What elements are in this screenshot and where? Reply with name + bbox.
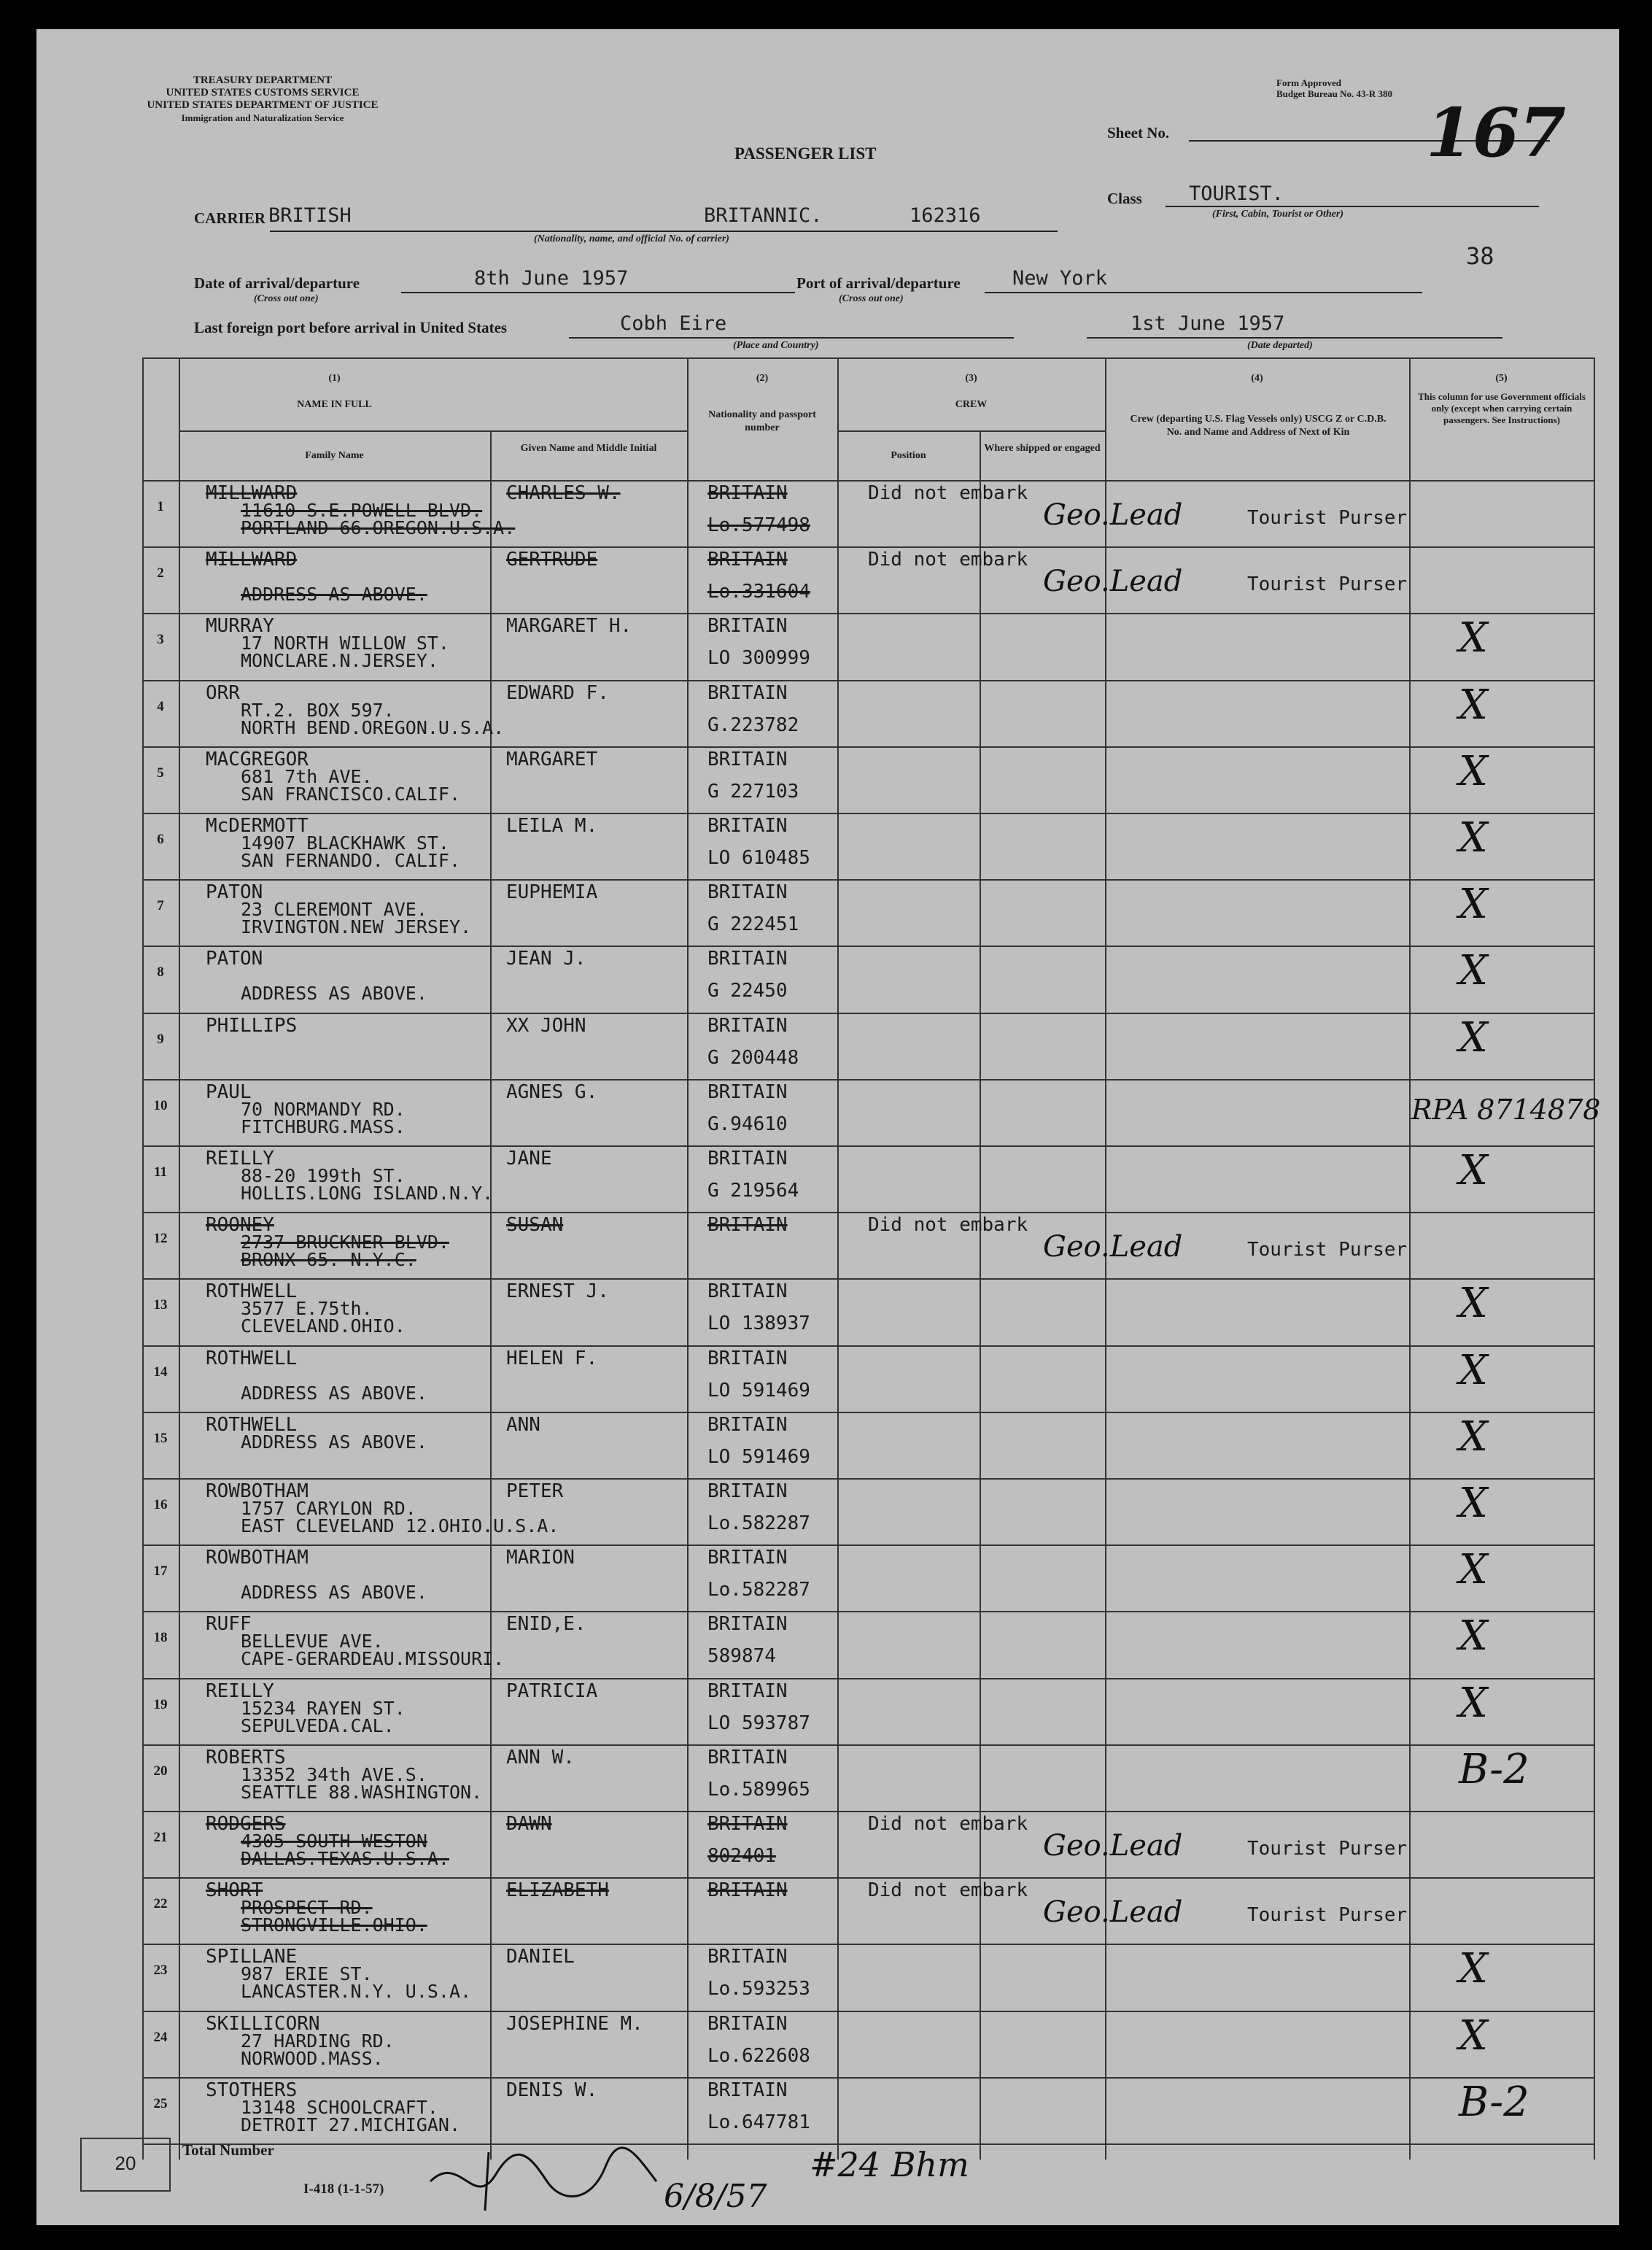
address-line-1: 15234 RAYEN ST. xyxy=(241,1697,406,1719)
table-row xyxy=(36,746,1619,813)
address-line-2: EAST CLEVELAND 12.OHIO.U.S.A. xyxy=(241,1515,559,1536)
table-row xyxy=(36,813,1619,879)
agency-line-2: UNITED STATES CUSTOMS SERVICE xyxy=(166,87,360,98)
passport-number: 802401 xyxy=(707,1845,776,1867)
family-name: MILLWARD xyxy=(206,482,298,504)
col4-number: (4) xyxy=(1251,373,1263,384)
port-hint: (Cross out one) xyxy=(839,293,904,304)
given-name: JOSEPHINE M. xyxy=(506,2012,643,2035)
port-underline xyxy=(985,292,1422,293)
address-line-2: SAN FERNANDO. CALIF. xyxy=(241,850,461,871)
col-given-name: Given Name and Middle Initial xyxy=(520,443,657,454)
passport-number: Lo.331604 xyxy=(707,581,810,603)
nationality: BRITAIN xyxy=(707,1413,788,1436)
col-family-name: Family Name xyxy=(305,450,364,461)
col3-title: CREW xyxy=(955,399,988,410)
nationality: BRITAIN xyxy=(707,1347,788,1369)
given-name: GERTRUDE xyxy=(506,549,598,571)
table-row xyxy=(36,1412,1619,1478)
form-number: I-418 (1-1-57) xyxy=(303,2181,384,2197)
address-line-2: BRONX 65. N.Y.C. xyxy=(241,1249,416,1271)
table-row xyxy=(36,1478,1619,1545)
table-row xyxy=(36,1079,1619,1145)
official-mark: X xyxy=(1459,1945,1488,1993)
carrier-owner: BRITISH xyxy=(268,204,352,227)
address-line-1: 4305 SOUTH WESTON xyxy=(241,1830,427,1852)
passport-number: Lo.582287 xyxy=(707,1512,810,1534)
family-name: ROONEY xyxy=(206,1214,274,1237)
col3-number: (3) xyxy=(965,373,977,384)
passport-number: LO 138937 xyxy=(707,1312,810,1335)
row-number: 17 xyxy=(153,1563,168,1580)
official-mark: X xyxy=(1459,947,1488,995)
official-mark: X xyxy=(1459,1480,1488,1527)
nationality: BRITAIN xyxy=(707,1879,788,1902)
family-name: SHORT xyxy=(206,1879,263,1902)
official-mark: X xyxy=(1459,1412,1488,1461)
given-name: DANIEL xyxy=(506,1946,575,1968)
budget-bureau: Budget Bureau No. 43-R 380 xyxy=(1276,88,1393,99)
address-line-2: IRVINGTON.NEW JERSEY. xyxy=(241,916,472,938)
row-number: 8 xyxy=(157,964,164,981)
given-name: DAWN xyxy=(506,1813,552,1835)
official-mark: B-2 xyxy=(1459,2078,1529,2126)
date-departed-hint: (Date departed) xyxy=(1247,340,1313,351)
address-line-1: 3577 E.75th. xyxy=(241,1298,373,1320)
port-value: New York xyxy=(1012,267,1108,290)
given-name: DENIS W. xyxy=(506,2079,598,2101)
address-line-1: 23 CLEREMONT AVE. xyxy=(241,899,427,921)
col-position: Position xyxy=(891,450,926,461)
family-name: ROTHWELL xyxy=(206,1347,298,1369)
nationality: BRITAIN xyxy=(707,681,788,704)
date-label: Date of arrival/departure xyxy=(194,274,360,292)
total-box-value: 20 xyxy=(115,2152,136,2174)
official-mark: RPA 8714878 xyxy=(1411,1093,1601,1126)
date-underline xyxy=(401,292,795,293)
row-number: 13 xyxy=(153,1297,168,1313)
family-name: ORR xyxy=(206,681,240,704)
table-row xyxy=(36,1611,1619,1677)
nationality: BRITAIN xyxy=(707,1946,788,1968)
nationality: BRITAIN xyxy=(707,1813,788,1835)
col5-title: This column for use Government officials only (except when carrying certain passengers. See Instructions) xyxy=(1418,391,1586,425)
nationality: BRITAIN xyxy=(707,2079,788,2101)
given-name: ENID,E. xyxy=(506,1613,586,1636)
nationality: BRITAIN xyxy=(707,1679,788,1702)
address-line-2: CAPE-GERARDEAU.MISSOURI. xyxy=(241,1648,505,1670)
inspector-note: #24 Bhm xyxy=(810,2145,969,2184)
given-name: MARION xyxy=(506,1547,575,1569)
address-line-2: NORWOOD.MASS. xyxy=(241,2047,384,2069)
given-name: EUPHEMIA xyxy=(506,881,598,904)
address-line-2: FITCHBURG.MASS. xyxy=(241,1116,406,1137)
carrier-number: 162316 xyxy=(910,204,981,227)
class-hint: (First, Cabin, Tourist or Other) xyxy=(1212,209,1343,220)
row-number: 7 xyxy=(157,898,164,914)
row-number: 12 xyxy=(153,1231,168,1247)
carrier-label: CARRIER xyxy=(194,209,266,227)
purser-signature: Geo.Lead xyxy=(1043,1230,1183,1264)
address-line-1: 681 7th AVE. xyxy=(241,765,373,787)
last-port-hint: (Place and Country) xyxy=(733,340,819,351)
address-line-2: DETROIT 27.MICHIGAN. xyxy=(241,2114,461,2135)
purser-signature: Geo.Lead xyxy=(1043,1895,1183,1930)
table-row xyxy=(36,1278,1619,1345)
table-row xyxy=(36,2077,1619,2143)
date-value: 8th June 1957 xyxy=(474,267,629,290)
crew-note: Did not embark xyxy=(868,1214,1028,1237)
family-name: RUFF xyxy=(206,1613,252,1636)
table-row xyxy=(36,1013,1619,1079)
family-name: PAUL xyxy=(206,1080,252,1103)
official-mark: X xyxy=(1459,881,1488,929)
purser-signature: Geo.Lead xyxy=(1043,565,1183,599)
official-mark: X xyxy=(1459,1679,1488,1727)
col1-number: (1) xyxy=(328,373,341,384)
given-name: SUSAN xyxy=(506,1214,564,1237)
official-mark: B-2 xyxy=(1459,1745,1529,1793)
given-name: MARGARET xyxy=(506,748,598,770)
purser-note: Tourist Purser xyxy=(1247,1239,1408,1261)
table-row xyxy=(36,1678,1619,1744)
passport-number: Lo.647781 xyxy=(707,2111,810,2133)
table-row xyxy=(36,1145,1619,1212)
address-line-1: 987 ERIE ST. xyxy=(241,1963,373,1985)
nationality: BRITAIN xyxy=(707,1148,788,1170)
address-line-2: LANCASTER.N.Y. U.S.A. xyxy=(241,1981,472,2003)
given-name: CHARLES W. xyxy=(506,482,621,504)
agency-line-3: UNITED STATES DEPARTMENT OF JUSTICE xyxy=(147,99,379,111)
table-row xyxy=(36,946,1619,1012)
agency-line-4: Immigration and Naturalization Service xyxy=(181,112,344,123)
nationality: BRITAIN xyxy=(707,615,788,638)
agency-block xyxy=(109,74,416,124)
col-where-shipped: Where shipped or engaged xyxy=(984,443,1101,454)
table-row xyxy=(36,1944,1619,2010)
row-number: 3 xyxy=(157,632,164,648)
address-line-2: ADDRESS AS ABOVE. xyxy=(241,584,427,606)
passport-number: Lo.582287 xyxy=(707,1579,810,1601)
passport-number: Lo.622608 xyxy=(707,2044,810,2067)
row-number: 11 xyxy=(154,1164,167,1180)
passport-number: Lo.577498 xyxy=(707,514,810,536)
passenger-list-sheet xyxy=(36,29,1619,2225)
official-mark: X xyxy=(1459,747,1488,795)
family-name: SPILLANE xyxy=(206,1946,298,1968)
address-line-2: SEATTLE 88.WASHINGTON. xyxy=(241,1781,483,1803)
row-number: 18 xyxy=(153,1630,168,1646)
family-name: MURRAY xyxy=(206,615,274,638)
table-row xyxy=(36,879,1619,946)
address-line-2: ADDRESS AS ABOVE. xyxy=(241,1382,427,1404)
table-top-border xyxy=(142,357,1594,359)
address-line-1: RT.2. BOX 597. xyxy=(241,699,395,721)
official-mark: X xyxy=(1459,681,1488,729)
row-number: 2 xyxy=(157,565,164,581)
given-name: ANN xyxy=(506,1413,540,1436)
passport-number: G 22450 xyxy=(707,980,788,1002)
given-name: MARGARET H. xyxy=(506,615,632,638)
official-mark: X xyxy=(1459,1147,1488,1194)
official-mark: X xyxy=(1459,2011,1488,2060)
table-row xyxy=(36,1212,1619,1278)
table-row xyxy=(36,546,1619,613)
given-name: JANE xyxy=(506,1148,552,1170)
passport-number: LO 610485 xyxy=(707,847,810,869)
inspection-date: 6/8/57 xyxy=(664,2178,767,2215)
row-number: 4 xyxy=(157,698,164,714)
nationality: BRITAIN xyxy=(707,1214,788,1237)
carrier-underline xyxy=(270,231,1058,232)
row-number: 22 xyxy=(153,1896,168,1912)
purser-note: Tourist Purser xyxy=(1247,1904,1408,1927)
purser-signature: Geo.Lead xyxy=(1043,1829,1183,1863)
address-line-2: SEPULVEDA.CAL. xyxy=(241,1714,395,1736)
address-line-1: 1757 CARYLON RD. xyxy=(241,1498,416,1519)
given-name: XX JOHN xyxy=(506,1014,586,1037)
official-mark: X xyxy=(1459,1612,1488,1661)
agency-line-1: TREASURY DEPARTMENT xyxy=(193,74,333,86)
official-mark: X xyxy=(1459,1546,1488,1594)
family-name: REILLY xyxy=(206,1148,274,1170)
official-mark: X xyxy=(1459,614,1488,662)
passport-number: 589874 xyxy=(707,1645,776,1668)
address-line-1: 13352 34th AVE.S. xyxy=(241,1763,427,1785)
purser-note: Tourist Purser xyxy=(1247,1838,1408,1860)
col1-title: NAME IN FULL xyxy=(297,399,372,410)
address-line-1: BELLEVUE AVE. xyxy=(241,1631,384,1652)
col2-number: (2) xyxy=(756,373,769,384)
passport-number: LO 593787 xyxy=(707,1712,810,1734)
address-line-1: 17 NORTH WILLOW ST. xyxy=(241,633,449,654)
row-number: 5 xyxy=(157,765,164,781)
nationality: BRITAIN xyxy=(707,815,788,837)
sheet-label: Sheet No. xyxy=(1107,124,1170,142)
table-row xyxy=(36,1545,1619,1611)
address-line-1: PROSPECT RD. xyxy=(241,1897,373,1919)
row-number: 15 xyxy=(153,1430,168,1446)
col5-number: (5) xyxy=(1495,373,1508,384)
purser-note: Tourist Purser xyxy=(1247,507,1408,529)
passport-number: LO 591469 xyxy=(707,1445,810,1468)
nationality: BRITAIN xyxy=(707,748,788,770)
passport-number: G.94610 xyxy=(707,1113,788,1135)
date-departed: 1st June 1957 xyxy=(1131,312,1285,335)
given-name: EDWARD F. xyxy=(506,681,609,704)
class-underline xyxy=(1166,206,1539,207)
given-name: JEAN J. xyxy=(506,948,586,970)
passport-number: G 227103 xyxy=(707,780,799,803)
table-row xyxy=(36,1811,1619,1877)
form-approved: Form Approved xyxy=(1276,77,1341,88)
nationality: BRITAIN xyxy=(707,1480,788,1502)
family-name: ROWBOTHAM xyxy=(206,1547,309,1569)
address-line-1: ADDRESS AS ABOVE. xyxy=(241,1431,427,1453)
passport-number: LO 300999 xyxy=(707,647,810,670)
family-name: RODGERS xyxy=(206,1813,286,1835)
given-name: ELIZABETH xyxy=(506,1879,609,1902)
date-departed-underline xyxy=(1087,337,1502,339)
address-line-1: 27 HARDING RD. xyxy=(241,2030,395,2052)
row-number: 24 xyxy=(153,2029,168,2045)
class-value: TOURIST. xyxy=(1189,182,1284,205)
crew-subhead-line xyxy=(837,430,1105,432)
address-line-2: NORTH BEND.OREGON.U.S.A. xyxy=(241,716,505,738)
family-name: PATON xyxy=(206,948,263,970)
nationality: BRITAIN xyxy=(707,549,788,571)
class-label: Class xyxy=(1107,190,1142,207)
family-name: ROTHWELL xyxy=(206,1413,298,1436)
address-line-2: ADDRESS AS ABOVE. xyxy=(241,983,427,1005)
table-row xyxy=(36,480,1619,546)
last-port-label: Last foreign port before arrival in United States xyxy=(194,319,508,336)
passport-number: Lo.589965 xyxy=(707,1778,810,1801)
total-number-label: Total Number xyxy=(182,2141,274,2159)
passport-number: LO 591469 xyxy=(707,1379,810,1402)
official-mark: X xyxy=(1459,1346,1488,1394)
family-name: REILLY xyxy=(206,1679,274,1702)
official-mark: X xyxy=(1459,814,1488,862)
given-name: HELEN F. xyxy=(506,1347,598,1369)
given-name: PETER xyxy=(506,1480,564,1502)
address-line-2: ADDRESS AS ABOVE. xyxy=(241,1582,427,1604)
nationality: BRITAIN xyxy=(707,1547,788,1569)
nationality: BRITAIN xyxy=(707,1014,788,1037)
total-box xyxy=(80,2138,171,2192)
family-name: PHILLIPS xyxy=(206,1014,298,1037)
row-number: 10 xyxy=(153,1097,168,1113)
table-row xyxy=(36,680,1619,746)
address-line-1: 14907 BLACKHAWK ST. xyxy=(241,832,449,854)
passport-number: G 200448 xyxy=(707,1046,799,1069)
family-name: MILLWARD xyxy=(206,549,298,571)
row-number: 1 xyxy=(157,499,164,514)
address-line-2: PORTLAND 66.OREGON.U.S.A. xyxy=(241,517,516,538)
address-line-1: 88-20 199th ST. xyxy=(241,1165,406,1186)
family-name: ROBERTS xyxy=(206,1746,286,1768)
carrier-name: BRITANNIC. xyxy=(704,204,823,227)
table-row xyxy=(36,2011,1619,2077)
crew-note: Did not embark xyxy=(868,549,1028,571)
family-name: SKILLICORN xyxy=(206,2012,320,2035)
col4-title: Crew (departing U.S. Flag Vessels only) USCG Z or C.D.B. No. and Name and Address of Next of Kin xyxy=(1130,414,1387,438)
row-number: 9 xyxy=(157,1031,164,1047)
given-name: LEILA M. xyxy=(506,815,598,837)
nationality: BRITAIN xyxy=(707,1613,788,1636)
nationality: BRITAIN xyxy=(707,1280,788,1303)
family-name: STOTHERS xyxy=(206,2079,298,2101)
official-mark: X xyxy=(1459,1013,1488,1062)
family-name: McDERMOTT xyxy=(206,815,309,837)
address-line-2: SAN FRANCISCO.CALIF. xyxy=(241,783,461,805)
nationality: BRITAIN xyxy=(707,1080,788,1103)
crew-note: Did not embark xyxy=(868,1813,1028,1835)
nationality: BRITAIN xyxy=(707,1746,788,1768)
row-number: 20 xyxy=(153,1763,168,1779)
table-row xyxy=(36,1877,1619,1944)
date-hint: (Cross out one) xyxy=(254,293,319,304)
family-name: MACGREGOR xyxy=(206,748,309,770)
page-title: PASSENGER LIST xyxy=(734,144,877,163)
passport-number: G.223782 xyxy=(707,714,799,736)
given-name: AGNES G. xyxy=(506,1080,598,1103)
passport-number: G 219564 xyxy=(707,1180,799,1202)
nationality: BRITAIN xyxy=(707,948,788,970)
row-number: 6 xyxy=(157,832,164,847)
row-number: 25 xyxy=(153,2095,168,2111)
port-label: Port of arrival/departure xyxy=(796,274,961,292)
nationality: BRITAIN xyxy=(707,482,788,504)
address-line-2: CLEVELAND.OHIO. xyxy=(241,1315,406,1337)
row-number: 14 xyxy=(153,1364,168,1380)
purser-note: Tourist Purser xyxy=(1247,573,1408,596)
given-name: PATRICIA xyxy=(506,1679,598,1702)
address-line-1: 2737 BRUCKNER BLVD. xyxy=(241,1232,449,1253)
address-line-1: 13148 SCHOOLCRAFT. xyxy=(241,2096,438,2118)
page-count: 38 xyxy=(1466,242,1494,270)
col2-title: Nationality and passport number xyxy=(708,409,816,433)
address-line-2: HOLLIS.LONG ISLAND.N.Y. xyxy=(241,1183,494,1204)
row-number: 16 xyxy=(153,1497,168,1512)
passport-number: G 222451 xyxy=(707,913,799,936)
family-name: ROWBOTHAM xyxy=(206,1480,309,1502)
given-name: ANN W. xyxy=(506,1746,575,1768)
official-mark: X xyxy=(1459,1280,1488,1328)
address-line-1: 70 NORMANDY RD. xyxy=(241,1098,406,1120)
last-port-underline xyxy=(569,337,1014,339)
row-number: 19 xyxy=(153,1696,168,1712)
family-name: ROTHWELL xyxy=(206,1280,298,1303)
nationality: BRITAIN xyxy=(707,2012,788,2035)
crew-note: Did not embark xyxy=(868,482,1028,504)
address-line-2: MONCLARE.N.JERSEY. xyxy=(241,650,438,672)
table-row xyxy=(36,613,1619,679)
purser-signature: Geo.Lead xyxy=(1043,498,1183,532)
carrier-hint: (Nationality, name, and official No. of carrier) xyxy=(534,233,729,244)
family-name: PATON xyxy=(206,881,263,904)
passport-number: Lo.593253 xyxy=(707,1978,810,2000)
address-line-1: 11610 S.E.POWELL BLVD. xyxy=(241,500,483,521)
nationality: BRITAIN xyxy=(707,881,788,904)
row-number: 21 xyxy=(153,1830,168,1845)
table-row xyxy=(36,1744,1619,1811)
last-port-value: Cobh Eire xyxy=(620,312,727,335)
address-line-2: STRONGVILLE.OHIO. xyxy=(241,1914,427,1936)
given-name: ERNEST J. xyxy=(506,1280,609,1303)
address-line-2: DALLAS.TEXAS.U.S.A. xyxy=(241,1848,449,1869)
crew-note: Did not embark xyxy=(868,1879,1028,1902)
name-subhead-line xyxy=(179,430,687,432)
sheet-number: 167 xyxy=(1426,93,1567,172)
table-row xyxy=(36,1345,1619,1412)
row-number: 23 xyxy=(153,1963,168,1979)
